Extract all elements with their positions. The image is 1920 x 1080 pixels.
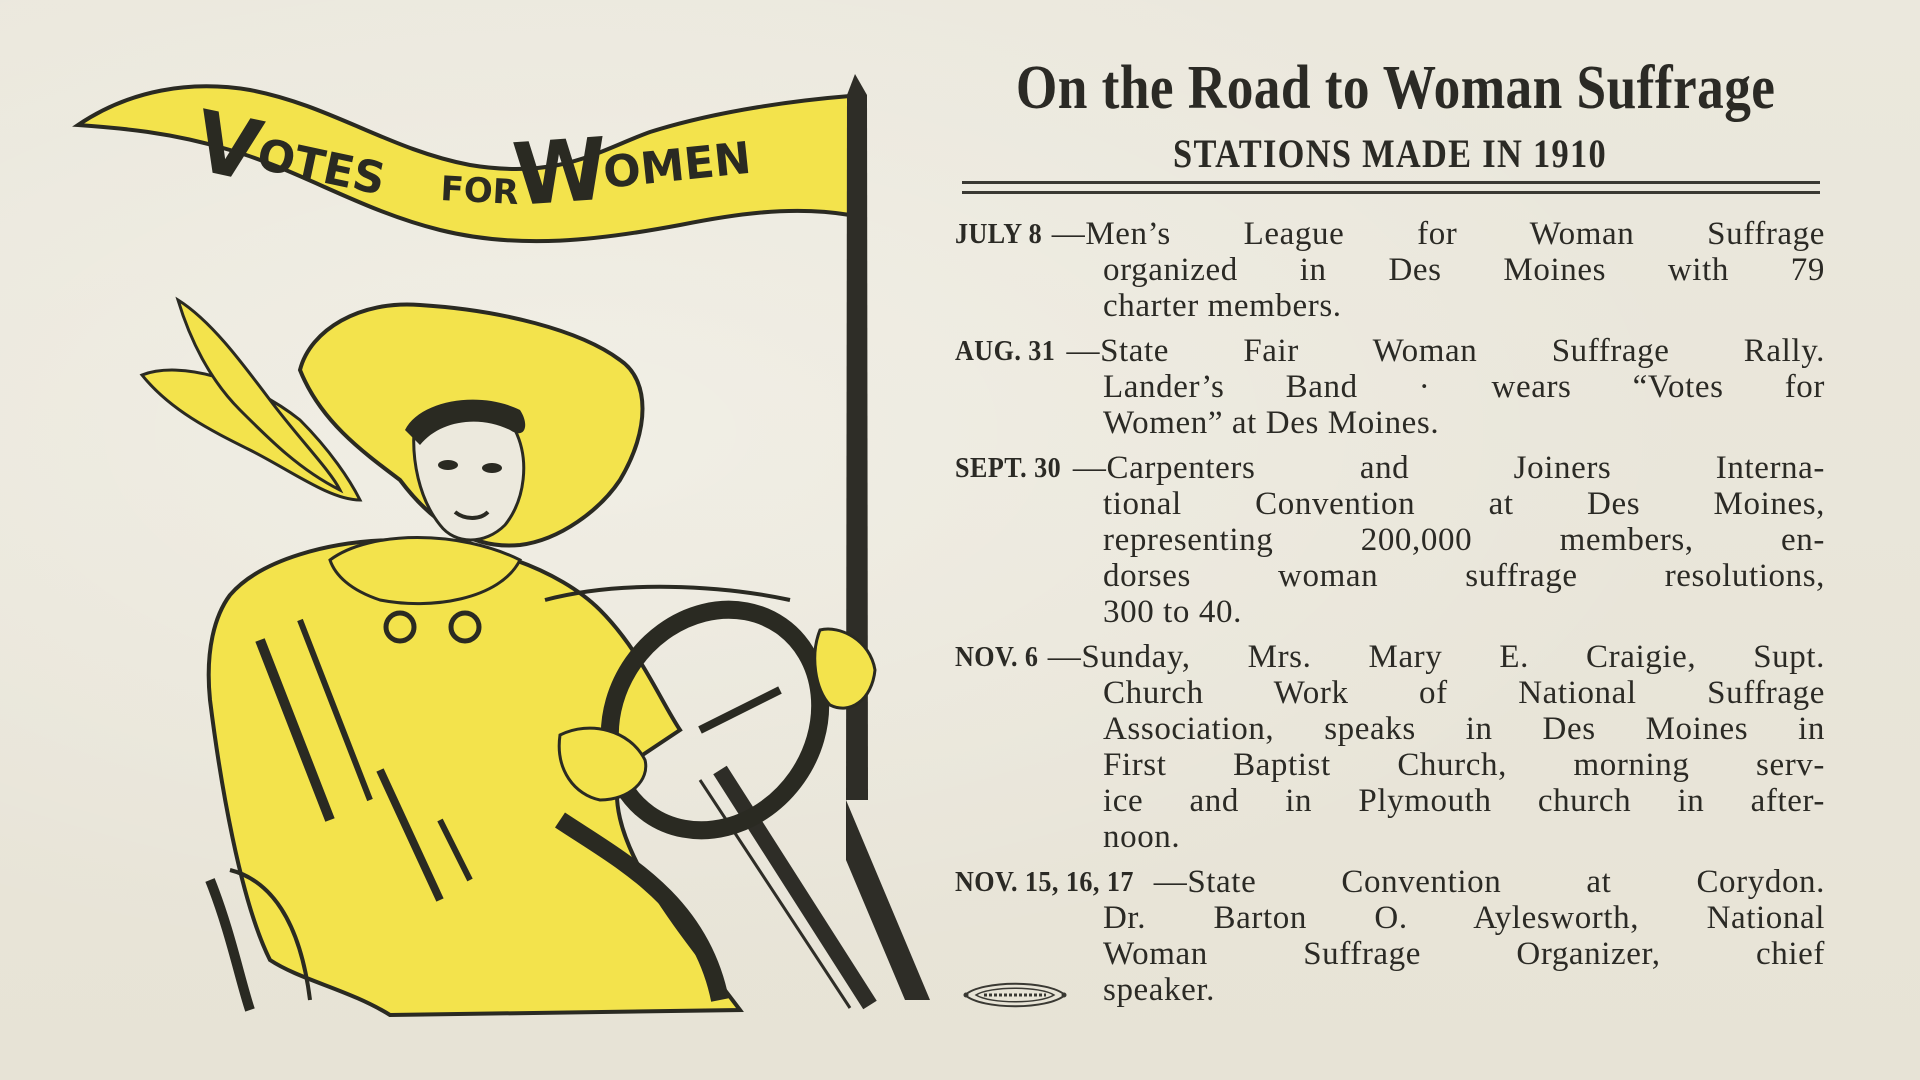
event-text: First Baptist Church, morning serv- [1103, 747, 1825, 783]
event-text: Dr. Barton O. Aylesworth, National [1103, 900, 1825, 936]
event-text: noon. [1103, 819, 1181, 855]
event-text: representing 200,000 members, en- [1103, 522, 1825, 558]
woman-driving-illustration [0, 0, 940, 1080]
event-text: dorses woman suffrage resolutions, [1103, 558, 1825, 594]
event-date: AUG. 31 [955, 335, 1056, 367]
event-text: charter members. [1103, 288, 1342, 324]
pennant-text-votes: V [185, 91, 270, 202]
double-rule-top [962, 181, 1820, 184]
union-printer-label-icon [962, 978, 1068, 1012]
svg-text:OTES: OTES [252, 128, 390, 206]
event-text: Carpenters and Joiners Interna- [1106, 450, 1825, 486]
event-text: Woman Suffrage Organizer, chief [1103, 936, 1825, 972]
event-entry: JULY 8 — Men’s League for Woman Suffrage organized in Des Moines with 79 charter members. [955, 216, 1825, 324]
svg-text:FOR: FOR [439, 169, 520, 214]
event-text: organized in Des Moines with 79 [1103, 252, 1825, 288]
event-text: Lander’s Band · wears “Votes for [1103, 369, 1825, 405]
illustration [0, 0, 940, 1080]
event-text: ice and in Plymouth church in after- [1103, 783, 1825, 819]
event-text: Sunday, Mrs. Mary E. Craigie, Supt. [1081, 639, 1825, 675]
text-column [955, 48, 1825, 1008]
subtitle: STATIONS MADE IN 1910 [1173, 131, 1607, 176]
event-list [955, 216, 1825, 1017]
event-date: NOV. 15, 16, 17 [955, 866, 1134, 898]
event-entry: AUG. 31 — State Fair Woman Suffrage Rally. Lander’s Band · wears “Votes for Women” at Des Moines. [955, 333, 1825, 441]
event-date: NOV. 6 [955, 641, 1039, 673]
event-text: Women” at Des Moines. [1103, 405, 1440, 441]
event-text: speaker. [1103, 972, 1216, 1008]
page-title: On the Road to Woman Suffrage [1015, 54, 1776, 122]
svg-text:W: W [509, 119, 612, 226]
event-text: Men’s League for Woman Suffrage [1085, 216, 1825, 252]
event-date: SEPT. 30 [955, 452, 1062, 484]
event-entry: SEPT. 30 — Carpenters and Joiners Interna- tional Convention at Des Moines, representing 200,000 members, en- dorses woman suffrage resolutions, 300 to 40. [955, 450, 1825, 630]
event-text: tional Convention at Des Moines, [1103, 486, 1825, 522]
event-entry: NOV. 15, 16, 17 — State Convention at Corydon. Dr. Barton O. Aylesworth, National Woman Suffrage Organizer, chief speaker. [955, 864, 1825, 1008]
double-rule-bottom [962, 191, 1820, 194]
svg-text:OMEN: OMEN [600, 132, 754, 199]
event-entry: NOV. 6 — Sunday, Mrs. Mary E. Craigie, Supt. Church Work of National Suffrage Association, speaks in Des Moines in First Baptist Church, morning serv- ice and in Plymouth church in after- noon. [955, 639, 1825, 855]
event-text: Association, speaks in Des Moines in [1103, 711, 1825, 747]
event-text: Church Work of National Suffrage [1103, 675, 1825, 711]
event-text: 300 to 40. [1103, 594, 1242, 630]
event-text: State Fair Woman Suffrage Rally. [1100, 333, 1825, 369]
event-date: JULY 8 [955, 218, 1043, 250]
event-text: State Convention at Corydon. [1187, 864, 1825, 900]
